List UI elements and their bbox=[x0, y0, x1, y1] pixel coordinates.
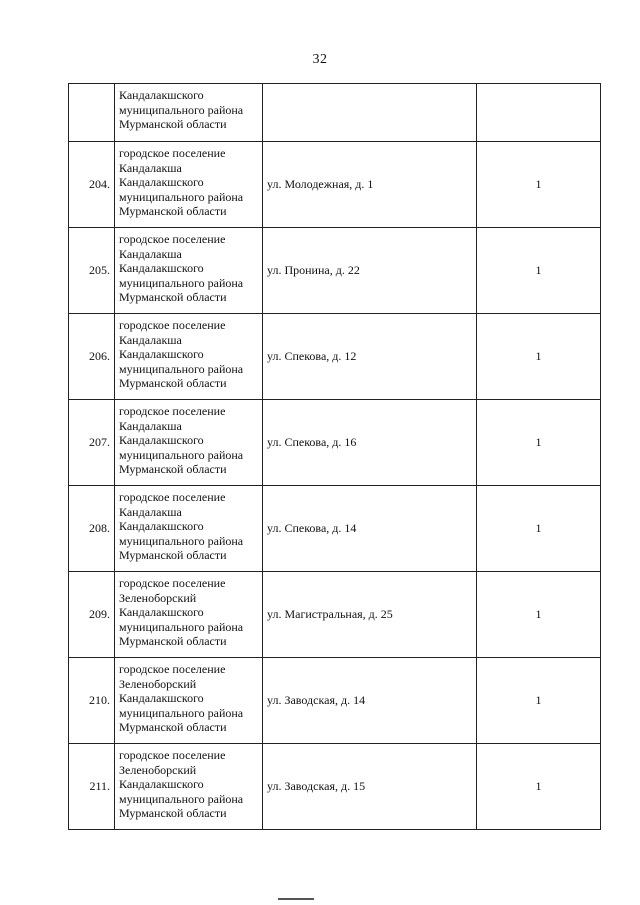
municipality-cell bbox=[115, 486, 263, 572]
municipality-cell bbox=[115, 744, 263, 830]
quantity-cell: 1 bbox=[477, 658, 601, 744]
municipality-line: Кандалакшского bbox=[119, 347, 204, 361]
row-number-cell: 211. bbox=[69, 744, 115, 830]
municipality-line: Мурманской области bbox=[119, 634, 227, 648]
municipality-line: Мурманской области bbox=[119, 462, 227, 476]
municipality-line: Зеленоборский bbox=[119, 762, 197, 777]
table-row bbox=[69, 572, 601, 658]
table-row bbox=[69, 142, 601, 228]
municipality-line: Кандалакшского bbox=[119, 88, 204, 102]
quantity-cell: 1 bbox=[477, 572, 601, 658]
municipality-line: городское поселение bbox=[119, 146, 226, 160]
row-number-cell: 206. bbox=[69, 314, 115, 400]
address-cell: ул. Заводская, д. 15 bbox=[263, 744, 477, 830]
municipality-line: муниципального района bbox=[119, 361, 244, 376]
table-row bbox=[69, 314, 601, 400]
page-number: 32 bbox=[312, 52, 328, 67]
municipality-line: Мурманской области bbox=[119, 376, 227, 390]
row-number-cell: 204. bbox=[69, 142, 115, 228]
municipality-line: Мурманской области bbox=[119, 117, 227, 131]
municipality-line: городское поселение bbox=[119, 490, 226, 504]
municipality-line: муниципального района bbox=[119, 275, 244, 290]
table-body bbox=[69, 84, 601, 830]
municipality-cell bbox=[115, 400, 263, 486]
municipality-cell bbox=[115, 84, 263, 142]
table-row-continuation bbox=[69, 84, 601, 142]
address-cell: ул. Магистральная, д. 25 bbox=[263, 572, 477, 658]
row-number-cell: 209. bbox=[69, 572, 115, 658]
address-cell bbox=[263, 84, 477, 142]
municipality-line: Кандалакша bbox=[119, 246, 182, 261]
municipality-line: муниципального района bbox=[119, 533, 244, 548]
quantity-cell: 1 bbox=[477, 400, 601, 486]
municipality-line: Кандалакшского bbox=[119, 519, 204, 533]
address-cell: ул. Заводская, д. 14 bbox=[263, 658, 477, 744]
municipality-line: Кандалакшского bbox=[119, 605, 204, 619]
municipality-line: Кандалакша bbox=[119, 504, 182, 519]
municipality-line: Кандалакшского bbox=[119, 261, 204, 275]
municipality-line: Кандалакша bbox=[119, 418, 182, 433]
municipality-line: Зеленоборский bbox=[119, 590, 197, 605]
row-number-cell: 205. bbox=[69, 228, 115, 314]
row-number-cell: 207. bbox=[69, 400, 115, 486]
municipality-line: муниципального района bbox=[119, 791, 244, 806]
municipality-cell bbox=[115, 228, 263, 314]
row-number-cell: 208. bbox=[69, 486, 115, 572]
municipality-line: Мурманской области bbox=[119, 548, 227, 562]
address-cell: ул. Пронина, д. 22 bbox=[263, 228, 477, 314]
municipality-line: Кандалакшского bbox=[119, 691, 204, 705]
municipality-line: муниципального района bbox=[119, 705, 244, 720]
municipality-cell bbox=[115, 572, 263, 658]
table-row bbox=[69, 400, 601, 486]
municipality-line: муниципального района bbox=[119, 447, 244, 462]
municipality-line: Кандалакшского bbox=[119, 433, 204, 447]
municipality-line: городское поселение bbox=[119, 748, 226, 762]
municipality-line: Мурманской области bbox=[119, 290, 227, 304]
municipality-line: Мурманской области bbox=[119, 720, 227, 734]
municipality-line: городское поселение bbox=[119, 576, 226, 590]
municipality-line: Кандалакшского bbox=[119, 175, 204, 189]
municipality-line: Кандалакша bbox=[119, 332, 182, 347]
quantity-cell: 1 bbox=[477, 314, 601, 400]
municipality-line: городское поселение bbox=[119, 318, 226, 332]
address-cell: ул. Спекова, д. 14 bbox=[263, 486, 477, 572]
footer-mark bbox=[278, 898, 314, 900]
municipality-line: Кандалакшского bbox=[119, 777, 204, 791]
row-number-cell bbox=[69, 84, 115, 142]
address-table bbox=[68, 83, 601, 830]
address-cell: ул. Спекова, д. 12 bbox=[263, 314, 477, 400]
address-cell: ул. Спекова, д. 16 bbox=[263, 400, 477, 486]
municipality-cell bbox=[115, 658, 263, 744]
quantity-cell: 1 bbox=[477, 142, 601, 228]
municipality-line: муниципального района bbox=[119, 189, 244, 204]
municipality-cell bbox=[115, 314, 263, 400]
municipality-line: Мурманской области bbox=[119, 204, 227, 218]
address-cell: ул. Молодежная, д. 1 bbox=[263, 142, 477, 228]
municipality-cell bbox=[115, 142, 263, 228]
municipality-line: муниципального района bbox=[119, 102, 244, 117]
municipality-line: Мурманской области bbox=[119, 806, 227, 820]
municipality-line: Кандалакша bbox=[119, 160, 182, 175]
municipality-line: городское поселение bbox=[119, 404, 226, 418]
table-row bbox=[69, 486, 601, 572]
table-row bbox=[69, 744, 601, 830]
municipality-line: Зеленоборский bbox=[119, 676, 197, 691]
quantity-cell bbox=[477, 84, 601, 142]
quantity-cell: 1 bbox=[477, 228, 601, 314]
table-row bbox=[69, 658, 601, 744]
row-number-cell: 210. bbox=[69, 658, 115, 744]
quantity-cell: 1 bbox=[477, 744, 601, 830]
quantity-cell: 1 bbox=[477, 486, 601, 572]
municipality-line: городское поселение bbox=[119, 662, 226, 676]
table-row bbox=[69, 228, 601, 314]
municipality-line: городское поселение bbox=[119, 232, 226, 246]
municipality-line: муниципального района bbox=[119, 619, 244, 634]
